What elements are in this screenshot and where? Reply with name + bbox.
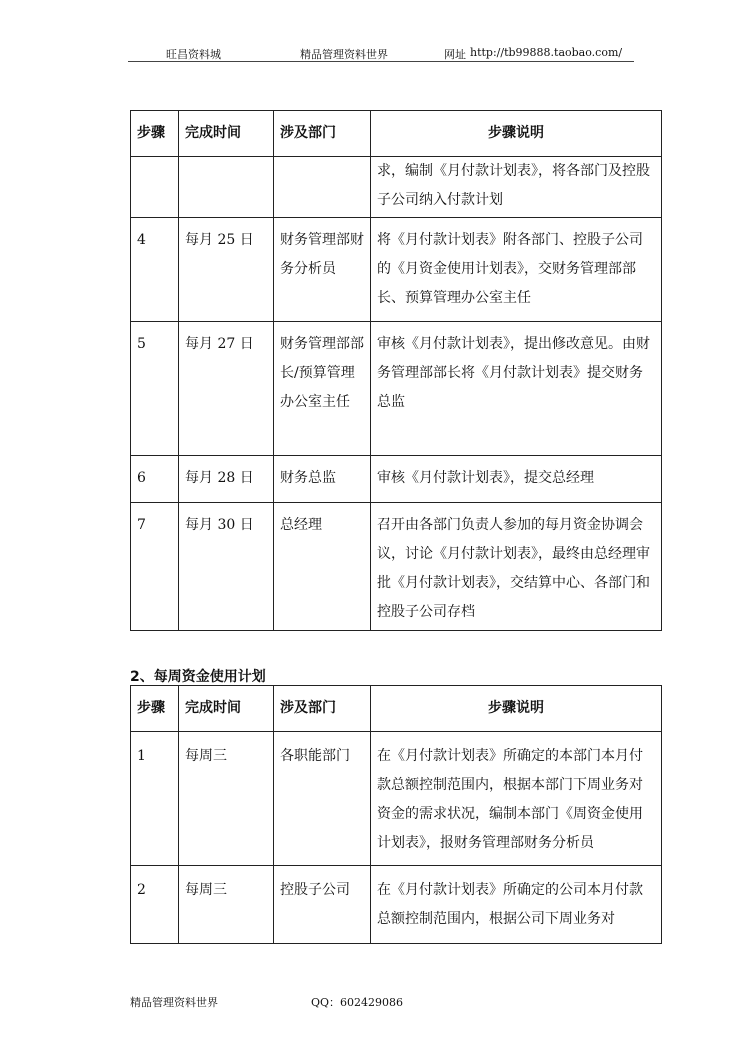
table-row <box>131 503 662 631</box>
col-header-dept: 涉及部门 <box>274 111 371 157</box>
header-divider <box>128 61 634 62</box>
header-shop: 旺昌资料城 <box>166 48 221 61</box>
cell-step: 4 <box>131 218 179 322</box>
header-url-link[interactable]: http://tb99888.taobao.com/ <box>470 46 623 59</box>
col-header-desc: 步骤说明 <box>371 686 662 732</box>
cell-step <box>131 157 179 218</box>
cell-dept: 各职能部门 <box>274 732 371 866</box>
col-header-step: 步骤 <box>131 686 179 732</box>
col-header-time: 完成时间 <box>179 686 274 732</box>
cell-dept: 财务管理部财务分析员 <box>274 218 371 322</box>
cell-dept: 总经理 <box>274 503 371 631</box>
cell-desc: 在《月付款计划表》所确定的本部门本月付款总额控制范围内，根据本部门下周业务对资金的需求状况，编制本部门《周资金使用计划表》，报财务管理部财务分析员 <box>371 732 662 866</box>
cell-time <box>179 157 274 218</box>
cell-time: 每周三 <box>179 732 274 866</box>
cell-dept: 财务管理部部长/预算管理办公室主任 <box>274 322 371 456</box>
cell-desc: 求，编制《月付款计划表》，将各部门及控股子公司纳入付款计划 <box>371 157 662 218</box>
cell-step: 7 <box>131 503 179 631</box>
cell-time: 每月 27 日 <box>179 322 274 456</box>
cell-desc: 将《月付款计划表》附各部门、控股子公司的《月资金使用计划表》，交财务管理部部长、预算管理办公室主任 <box>371 218 662 322</box>
table-row <box>131 456 662 503</box>
cell-desc: 召开由各部门负责人参加的每月资金协调会议，讨论《月付款计划表》，最终由总经理审批《月付款计划表》，交结算中心、各部门和控股子公司存档 <box>371 503 662 631</box>
cell-step: 5 <box>131 322 179 456</box>
cell-desc: 在《月付款计划表》所确定的公司本月付款总额控制范围内，根据公司下周业务对 <box>371 866 662 944</box>
cell-step: 6 <box>131 456 179 503</box>
table-row <box>131 218 662 322</box>
section-title-weekly-plan: 2、每周资金使用计划 <box>130 669 266 685</box>
col-header-desc: 步骤说明 <box>371 111 662 157</box>
cell-dept: 财务总监 <box>274 456 371 503</box>
cell-time: 每月 28 日 <box>179 456 274 503</box>
col-header-time: 完成时间 <box>179 111 274 157</box>
cell-time: 每月 25 日 <box>179 218 274 322</box>
cell-desc: 审核《月付款计划表》，提交总经理 <box>371 456 662 503</box>
cell-dept <box>274 157 371 218</box>
footer-title: 精品管理资料世界 <box>130 996 218 1009</box>
page-header <box>128 44 634 62</box>
cell-time: 每月 30 日 <box>179 503 274 631</box>
table-row <box>131 732 662 866</box>
table-row <box>131 322 662 456</box>
cell-dept: 控股子公司 <box>274 866 371 944</box>
table-header-row <box>131 686 662 732</box>
col-header-step: 步骤 <box>131 111 179 157</box>
table-row <box>131 157 662 218</box>
cell-desc: 审核《月付款计划表》，提出修改意见。由财务管理部部长将《月付款计划表》提交财务总监 <box>371 322 662 456</box>
footer-qq: QQ：602429086 <box>311 996 404 1009</box>
header-url-label: 网址 <box>444 48 466 61</box>
weekly-steps-table <box>130 685 662 944</box>
cell-step: 2 <box>131 866 179 944</box>
col-header-dept: 涉及部门 <box>274 686 371 732</box>
header-world: 精品管理资料世界 <box>300 48 388 61</box>
table-header-row <box>131 111 662 157</box>
cell-time: 每周三 <box>179 866 274 944</box>
monthly-steps-table <box>130 110 662 631</box>
cell-step: 1 <box>131 732 179 866</box>
table-row <box>131 866 662 944</box>
